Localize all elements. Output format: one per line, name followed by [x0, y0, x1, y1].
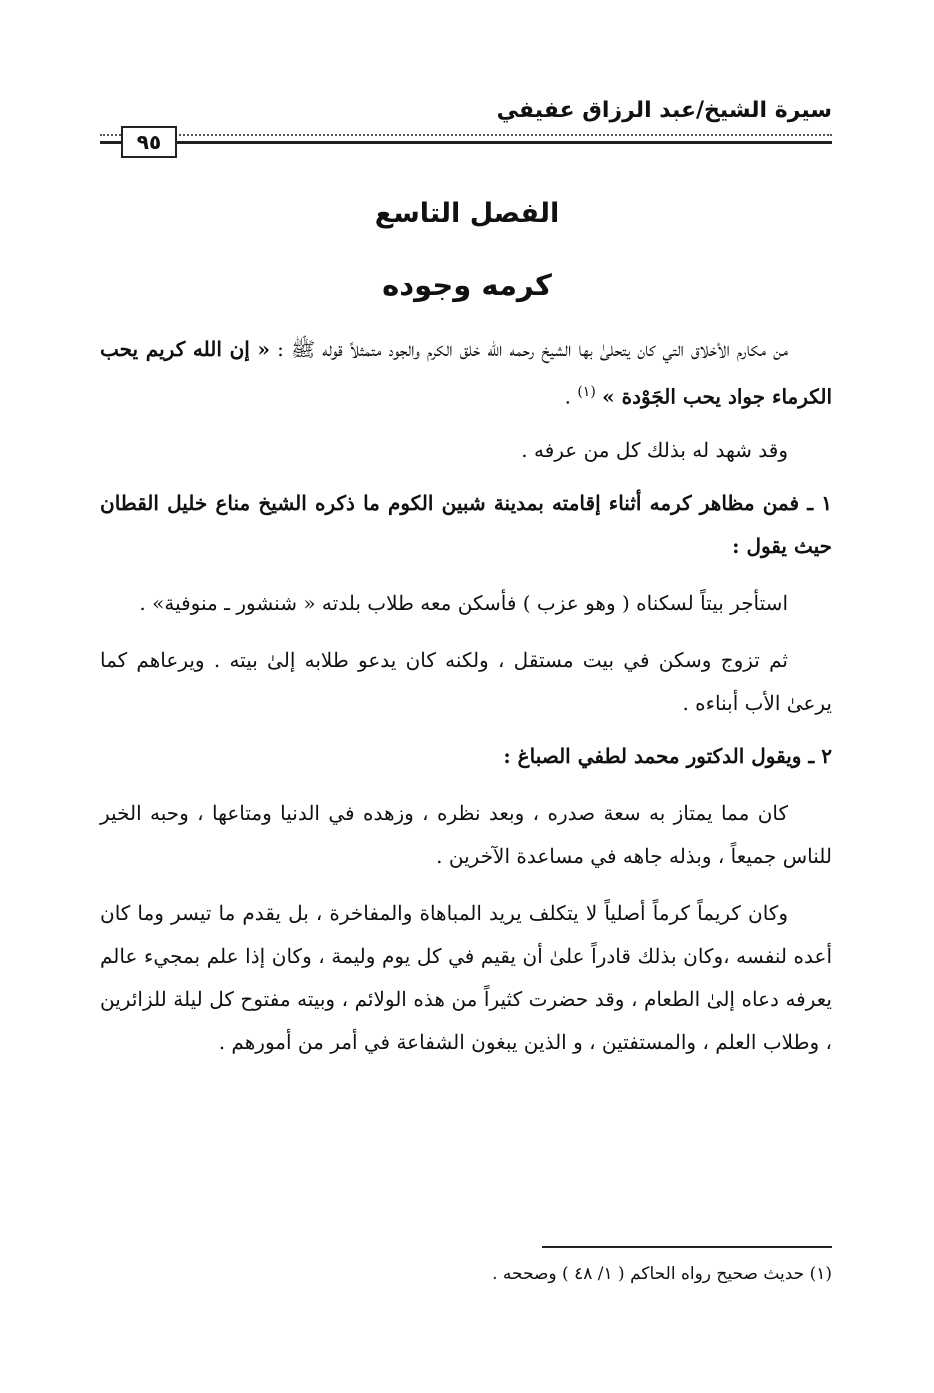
witness-paragraph: وقد شهد له بذلك كل من عرفه . — [521, 437, 788, 462]
chapter-subtitle: كرمه وجوده — [382, 268, 552, 302]
intro-paragraph — [100, 328, 832, 419]
footnote-marker: (١) — [577, 384, 596, 400]
page-number: ٩٥ — [121, 126, 177, 158]
hadith-quote: « إن الله كريم يحب الكرماء جواد يحب الجَوْدة » — [100, 337, 832, 409]
item2-heading: ٢ ـ ويقول الدكتور محمد لطفي الصباغ : — [503, 743, 832, 768]
item2-paragraph-1: كان مما يمتاز به سعة صدره ، وبعد نظره ، وزهده في الدنيا ومتاعها ، وحبه الخير للناس جميعاً ، وبذله جاهه في مساعدة الآخرين . — [100, 800, 832, 868]
running-title: سيرة الشيخ/عبد الرزاق عفيفي — [496, 98, 832, 123]
footnote: (١) حديث صحيح رواه الحاكم ( ١/ ٤٨ ) وصححه . — [492, 1264, 832, 1284]
intro-text: من مكارم الأخلاق التي كان يتحلىٰ بها الشيخ رحمه الله خلق الكرم والجود متمثلاً قوله ﷺ : — [277, 337, 788, 361]
body-text — [100, 328, 832, 1064]
footnote-rule — [542, 1246, 832, 1248]
item1-heading: ١ ـ فمن مظاهر كرمه أثناء إقامته بمدينة شبين الكوم ما ذكره الشيخ مناع خليل القطان حيث يقول : — [100, 490, 832, 558]
header-dotted-rule — [100, 134, 832, 136]
header-rule — [100, 141, 832, 144]
intro-end: . — [564, 384, 571, 409]
item1-paragraph-2: ثم تزوج وسكن في بيت مستقل ، ولكنه كان يدعو طلابه إلىٰ بيته . ويرعاهم كما يرعىٰ الأب أبناءه . — [100, 647, 832, 715]
chapter-title: الفصل التاسع — [374, 198, 560, 229]
item1-paragraph-1: استأجر بيتاً لسكناه ( وهو عزب ) فأسكن معه طلاب بلدته « شنشور ـ منوفية» . — [139, 590, 788, 615]
item2-paragraph-2: وكان كريماً كرماً أصلياً لا يتكلف يريد المباهاة والمفاخرة ، بل يقدم ما تيسر وما كان أعده لنفسه ،وكان بذلك قادراً علىٰ أن يقيم في كل يوم وليمة ، وكان إذا علم بمجيء عالم يعرفه دعاه إلىٰ الطعام ، وقد حضرت كثيراً من هذه الولائم ، وبيته مفتوح كل ليلة للزائرين ، وطلاب العلم ، والمستفتين ، و الذين يبغون الشفاعة في أمر من أمورهم . — [100, 900, 832, 1054]
